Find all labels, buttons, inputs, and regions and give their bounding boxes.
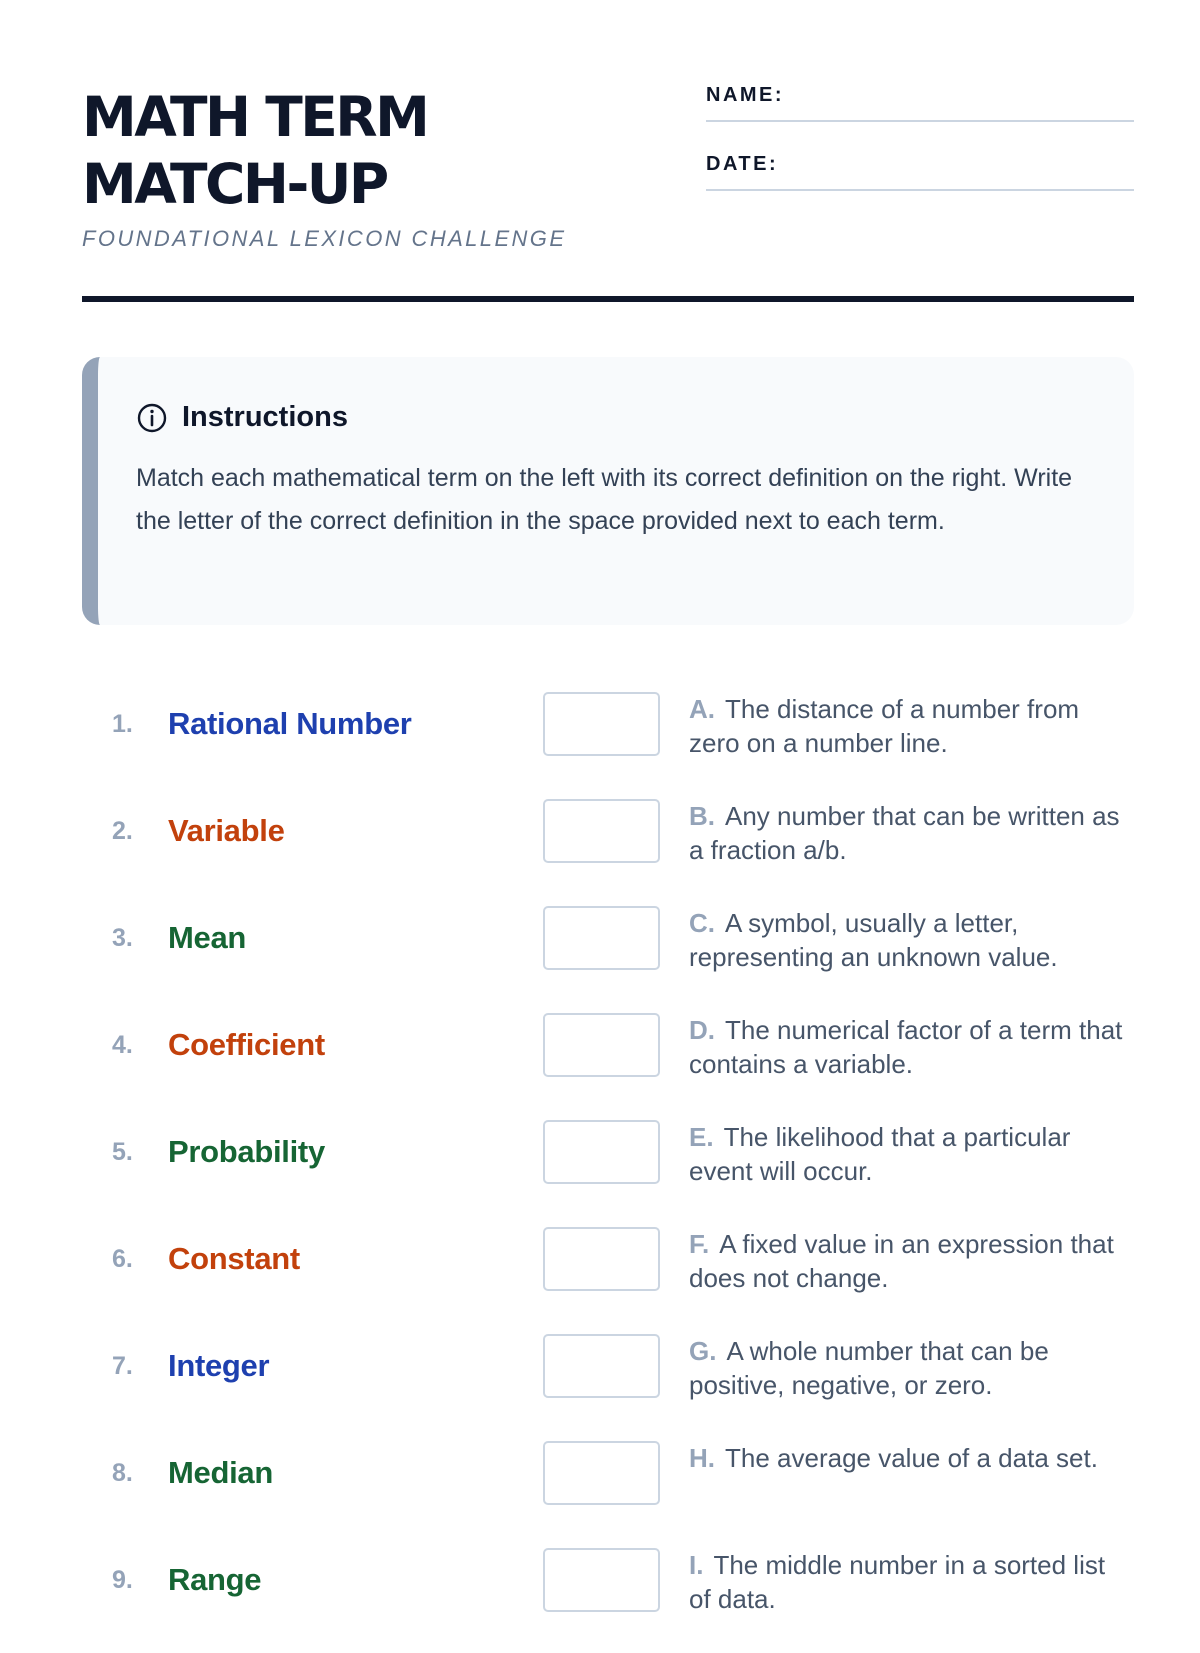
- definition-letter: G.: [689, 1336, 717, 1366]
- term-label: Mean: [168, 920, 247, 955]
- instructions-title: Instructions: [182, 401, 348, 433]
- definition-letter: B.: [689, 801, 715, 831]
- term-number: 9.: [112, 1566, 133, 1594]
- definition-letter: F.: [689, 1229, 710, 1259]
- instructions-heading: [136, 401, 348, 434]
- term-number: 3.: [112, 924, 133, 952]
- match-row: [82, 1332, 1134, 1439]
- instructions-text: Match each mathematical term on the left with its correct definition on the right. Write the letter of the correct definition in the space provided next to each term.: [136, 464, 1073, 535]
- definition-text: The average value of a data set.: [725, 1443, 1098, 1473]
- term-label: Integer: [168, 1348, 270, 1383]
- answer-box[interactable]: [543, 1120, 660, 1184]
- answer-box[interactable]: [543, 692, 660, 756]
- name-field[interactable]: [706, 80, 1134, 122]
- definition: [689, 1227, 1129, 1295]
- definition: [689, 799, 1129, 867]
- answer-box[interactable]: [543, 906, 660, 970]
- definition: [689, 906, 1129, 974]
- term-number: 2.: [112, 817, 133, 845]
- term-label: Range: [168, 1562, 262, 1597]
- header-divider: [82, 296, 1134, 302]
- definition-letter: A.: [689, 694, 715, 724]
- worksheet-header: [82, 0, 1134, 303]
- definition: [689, 1120, 1129, 1188]
- definition-text: The distance of a number from zero on a number line.: [689, 694, 1080, 758]
- answer-box[interactable]: [543, 1441, 660, 1505]
- definition: [689, 1548, 1129, 1616]
- date-field[interactable]: [706, 149, 1134, 191]
- match-row: [82, 1118, 1134, 1225]
- matching-list: [82, 690, 1134, 1653]
- definition-letter: H.: [689, 1443, 715, 1473]
- definition: [689, 1013, 1129, 1081]
- term-label: Rational Number: [168, 706, 412, 741]
- title-line-2: MATCH-UP: [82, 152, 387, 216]
- definition-text: A fixed value in an expression that does not change.: [689, 1229, 1114, 1293]
- info-icon: [136, 402, 168, 434]
- term-number: 7.: [112, 1352, 133, 1380]
- definition-text: The numerical factor of a term that contains a variable.: [689, 1015, 1123, 1079]
- match-row: [82, 1439, 1134, 1546]
- definition: [689, 692, 1129, 760]
- definition-text: A whole number that can be positive, negative, or zero.: [689, 1336, 1049, 1400]
- match-row: [82, 904, 1134, 1011]
- match-row: [82, 1225, 1134, 1332]
- match-row: [82, 1011, 1134, 1118]
- date-label: DATE:: [706, 153, 779, 175]
- title-line-1: MATH TERM: [82, 85, 428, 149]
- match-row: [82, 797, 1134, 904]
- definition-text: The likelihood that a particular event will occur.: [689, 1122, 1071, 1186]
- term-number: 8.: [112, 1459, 133, 1487]
- student-fields: [706, 80, 1134, 218]
- definition-text: The middle number in a sorted list of data.: [689, 1550, 1106, 1614]
- term-label: Variable: [168, 813, 285, 848]
- definition: [689, 1441, 1129, 1475]
- definition-text: A symbol, usually a letter, representing an unknown value.: [689, 908, 1058, 972]
- page-title: [82, 84, 642, 218]
- definition-letter: E.: [689, 1122, 714, 1152]
- match-row: [82, 690, 1134, 797]
- answer-box[interactable]: [543, 1334, 660, 1398]
- answer-box[interactable]: [543, 1548, 660, 1612]
- answer-box[interactable]: [543, 799, 660, 863]
- term-number: 4.: [112, 1031, 133, 1059]
- definition-letter: I.: [689, 1550, 704, 1580]
- instructions-box: [82, 357, 1134, 625]
- page-subtitle: FOUNDATIONAL LEXICON CHALLENGE: [82, 226, 567, 251]
- definition-letter: C.: [689, 908, 715, 938]
- term-label: Constant: [168, 1241, 300, 1276]
- term-label: Probability: [168, 1134, 325, 1169]
- term-number: 1.: [112, 710, 133, 738]
- answer-box[interactable]: [543, 1227, 660, 1291]
- term-label: Median: [168, 1455, 273, 1490]
- definition-text: Any number that can be written as a fraction a/b.: [689, 801, 1120, 865]
- term-label: Coefficient: [168, 1027, 325, 1062]
- name-label: NAME:: [706, 84, 785, 106]
- definition-letter: D.: [689, 1015, 715, 1045]
- term-number: 5.: [112, 1138, 133, 1166]
- term-number: 6.: [112, 1245, 133, 1273]
- worksheet-page: [82, 0, 1134, 1614]
- answer-box[interactable]: [543, 1013, 660, 1077]
- definition: [689, 1334, 1129, 1402]
